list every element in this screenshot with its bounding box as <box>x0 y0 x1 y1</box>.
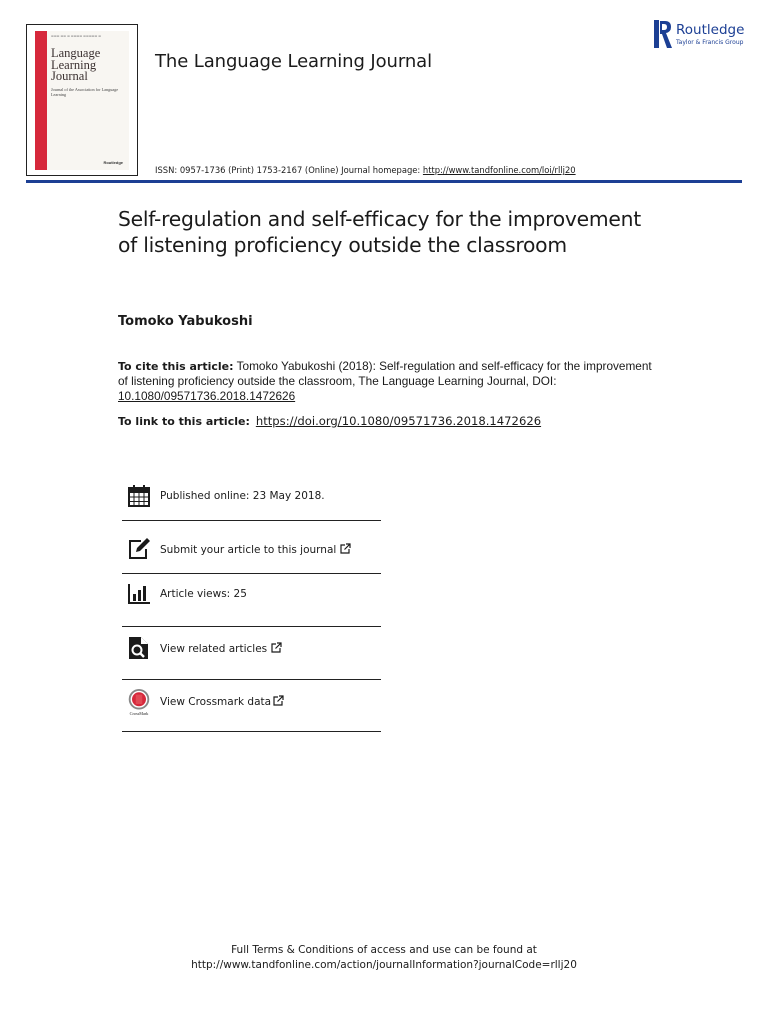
external-link-icon <box>340 543 351 554</box>
crossmark-caption: CrossMark <box>129 711 149 717</box>
cite-doi-link[interactable]: 10.1080/09571736.2018.1472626 <box>118 389 296 404</box>
submit-article-link[interactable] <box>160 543 351 556</box>
footer-terms-link[interactable]: http://www.tandfonline.com/action/journalInformation?journalCode=rllj20 <box>191 959 577 971</box>
related-search-icon <box>127 636 151 660</box>
published-date: Published online: 23 May 2018. <box>160 490 325 502</box>
edit-icon <box>127 537 151 561</box>
header-rule <box>26 180 742 183</box>
crossmark-row[interactable] <box>122 680 381 732</box>
cover-title-line: Journal <box>51 69 88 83</box>
issn-text: ISSN: 0957-1736 (Print) 1753-2167 (Online) Journal homepage: <box>155 165 423 175</box>
journal-homepage-link[interactable]: http://www.tandfonline.com/loi/rllj20 <box>422 165 576 175</box>
cover-red-band <box>35 31 129 170</box>
publisher-name: Routledge <box>676 22 745 38</box>
crossmark-label: View Crossmark data <box>160 696 272 708</box>
external-link-icon <box>271 642 282 653</box>
cover-title-line: Language <box>51 46 101 60</box>
cover-publisher-logo: Routledge <box>103 160 123 165</box>
cover-tiny-text: ▬▬▬ ▬▬ ▬ ▬▬▬▬ ▬▬▬▬▬ ▬ <box>51 34 102 38</box>
cite-label: To cite this article: <box>118 360 234 373</box>
view-crossmark-link[interactable] <box>160 695 284 708</box>
link-label: To link to this article: <box>118 415 250 428</box>
row-divider <box>122 520 381 521</box>
crossmark-icon <box>127 689 151 717</box>
view-related-link[interactable] <box>160 642 282 655</box>
journal-cover <box>26 24 138 176</box>
issn-line <box>155 165 576 175</box>
footer-terms: Full Terms & Conditions of access and use can be found at <box>231 944 537 956</box>
related-label: View related articles <box>160 643 268 655</box>
external-link-icon <box>273 695 284 706</box>
cover-title <box>51 48 100 83</box>
routledge-logo-icon <box>654 20 674 50</box>
submit-row[interactable] <box>122 522 381 574</box>
bar-chart-icon <box>127 581 151 605</box>
calendar-icon <box>127 484 151 508</box>
related-row[interactable] <box>122 628 381 680</box>
article-link-block <box>118 414 541 428</box>
row-divider <box>122 626 381 627</box>
article-author: Tomoko Yabukoshi <box>118 314 253 329</box>
cover-subtitle: Journal of the Association for Language Learning <box>51 87 119 97</box>
row-divider <box>122 731 381 732</box>
citation-block <box>118 359 658 405</box>
row-divider <box>122 573 381 574</box>
views-row <box>122 575 381 627</box>
published-row <box>122 469 381 521</box>
submit-label: Submit your article to this journal <box>160 544 337 556</box>
cover-panel <box>47 31 129 170</box>
cite-text: Tomoko Yabukoshi (2018): Self-regulation and self-efficacy for the improvement of listening proficiency outside the classroom, The Language Learning Journal, DOI: <box>118 359 652 389</box>
cover-title-line: Learning <box>51 57 97 72</box>
article-views: Article views: 25 <box>160 588 247 600</box>
publisher-subtitle: Taylor & Francis Group <box>676 39 744 46</box>
footer <box>0 943 768 973</box>
article-doi-link[interactable]: https://doi.org/10.1080/09571736.2018.1472626 <box>255 414 542 428</box>
journal-title: The Language Learning Journal <box>155 51 432 72</box>
article-title: Self-regulation and self-efficacy for the improvement of listening proficiency outside the classroom <box>118 207 641 258</box>
